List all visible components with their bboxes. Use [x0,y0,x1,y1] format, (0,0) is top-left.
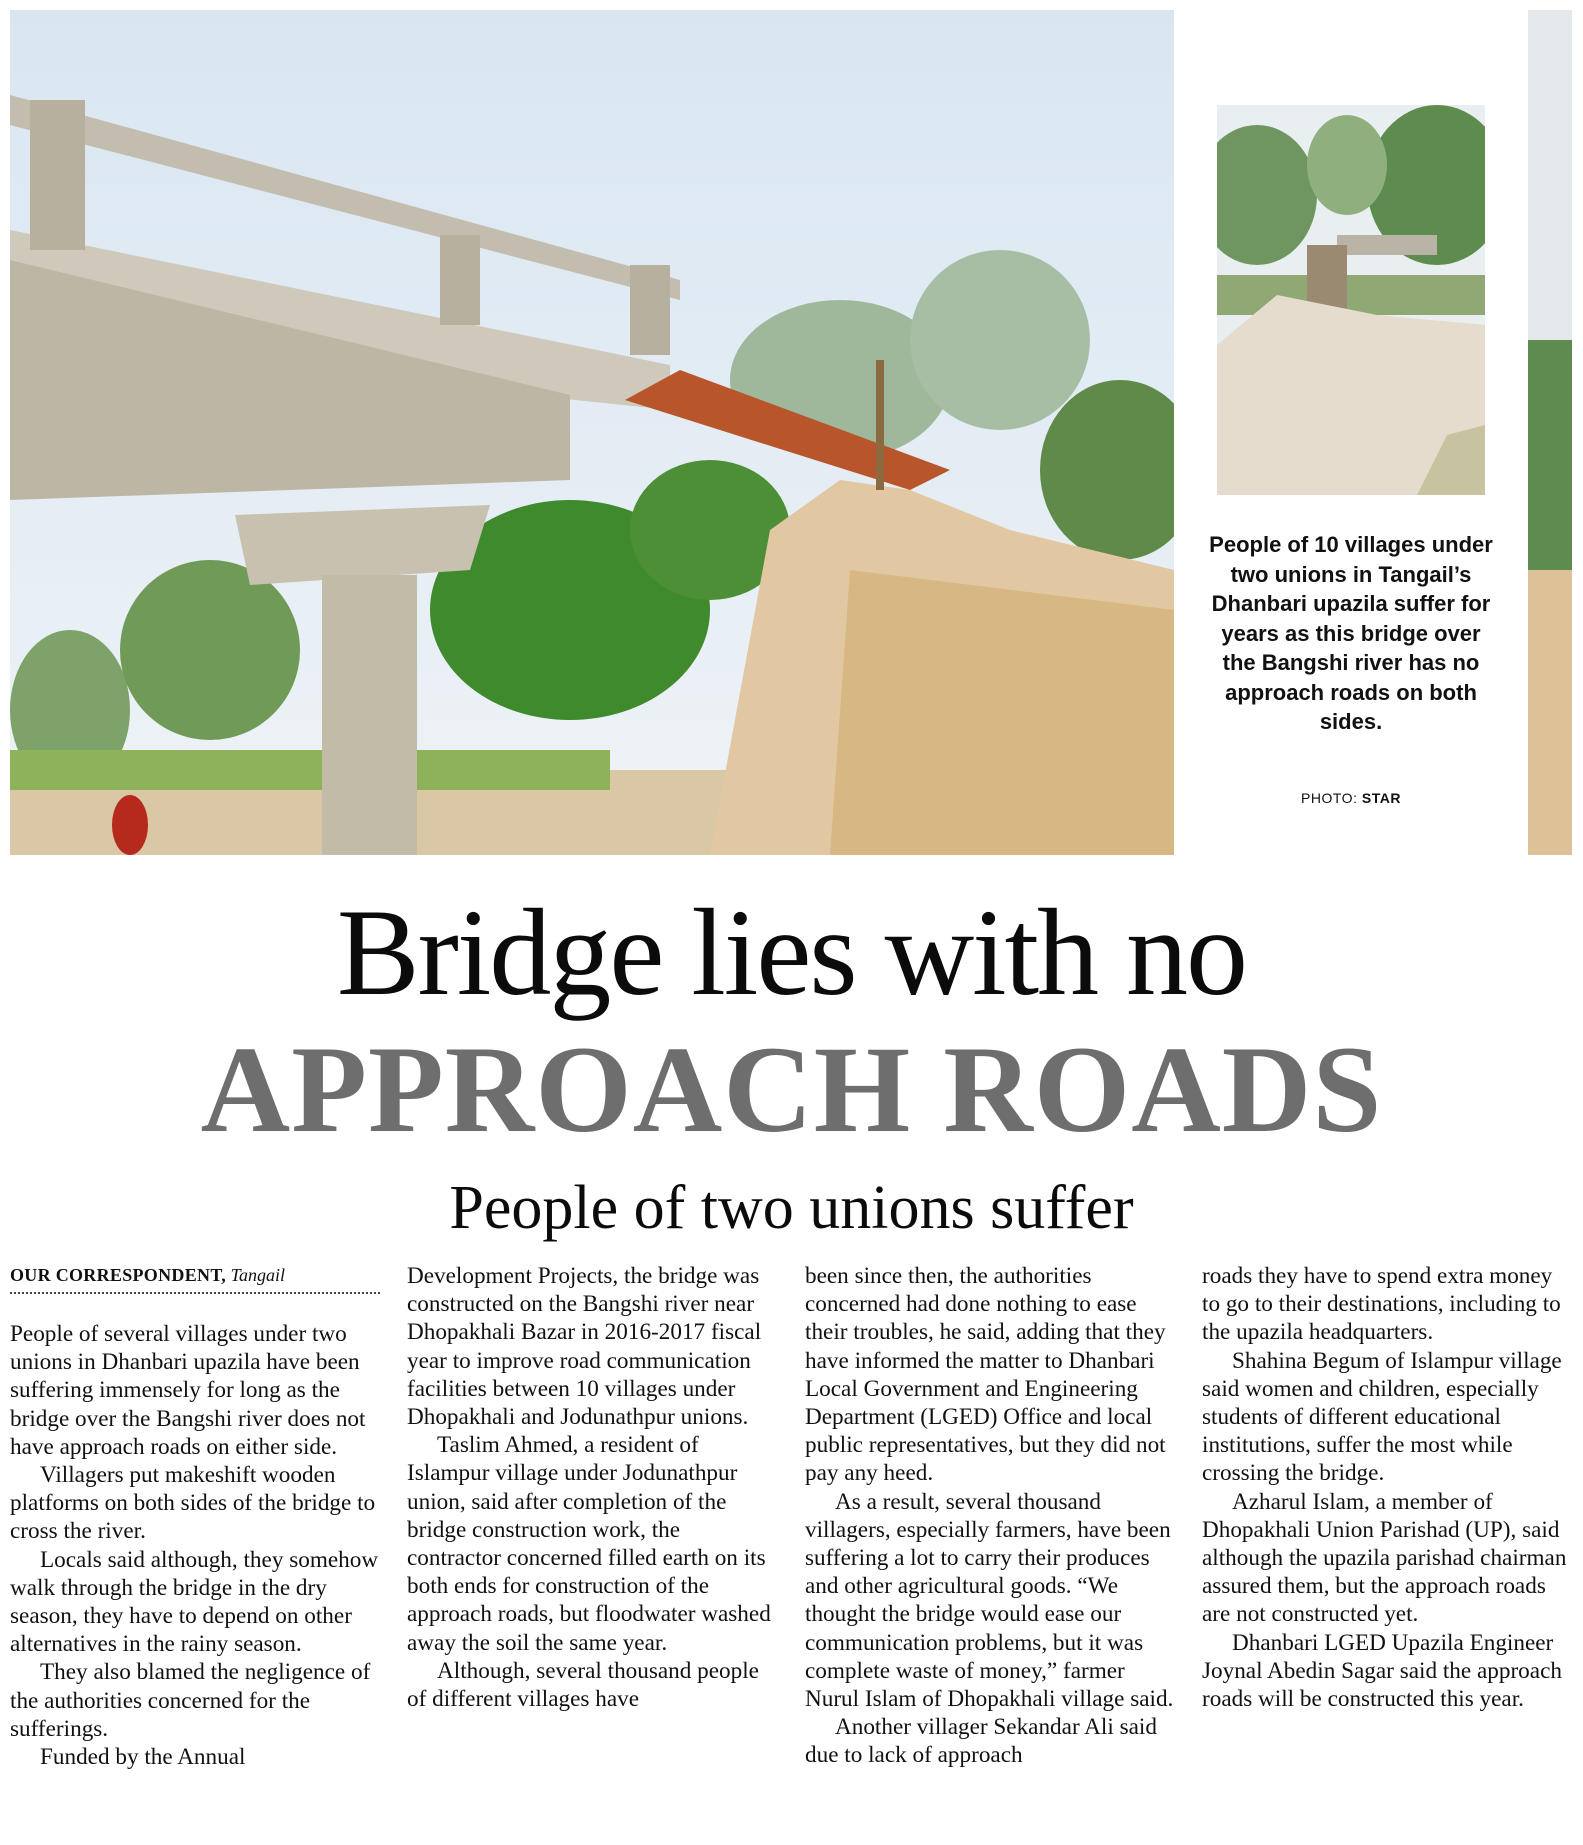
main-photo [10,10,1174,855]
inset-photo [1217,105,1485,495]
article-paragraph: Although, several thousand people of different villages have [407,1657,759,1713]
headline-line-1: Bridge lies with no [336,884,1247,1021]
subheadline: People of two unions suffer [449,1174,1134,1242]
byline [10,1263,380,1294]
article-paragraph: As a result, several thousand villagers, especially farmers, have been suffering a lot to carry their produces and other agricultural goods. “We thought the bridge would ease our communication problems, but it was complete waste of money,” farmer Nurul Islam of Dhopakhali village said. [805,1488,1174,1713]
article-paragraph: Funded by the Annual [40,1744,246,1771]
article-paragraph: Another villager Sekandar Ali said due to lack of approach [805,1714,1157,1769]
article-paragraph: been since then, the authorities concerned had done nothing to ease their troubles, he said, adding that they have informed the matter to Dhanbari Local Government and Engineering Department (LGED) Office and local public representatives, but they did not pay any heed. [805,1263,1166,1487]
article-paragraph: Villagers put makeshift wooden platforms on both sides of the bridge to cross the river. [10,1462,376,1545]
photo-caption: People of 10 villages under two unions in Tangail’s Dhanbari upazila suffer for years as this bridge over the Bangshi river has no approach roads on both sides. [1209,532,1493,734]
article-paragraph: Locals said although, they somehow walk through the bridge in the dry season, they have to depend on other alternatives in the rainy season. [10,1546,379,1658]
article-paragraph: Shahina Begum of Islampur village said women and children, especially students of different educational institutions, suffer the most while crossing the bridge. [1202,1347,1562,1487]
photo-credit [1205,790,1497,806]
article-column-4 [1202,1262,1572,1713]
article-paragraph: Taslim Ahmed, a resident of Islampur village under Jodunathpur union, said after completion of the bridge construction work, the contractor concerned filled earth on its both ends for construction of the approach roads, but floodwater washed away the soil the same year. [407,1432,771,1656]
article-column-1 [10,1320,380,1771]
adjacent-photo-edge [1528,10,1572,855]
headline-line-2: APPROACH ROADS [200,1021,1383,1158]
article-paragraph: They also blamed the negligence of the authorities concerned for the sufferings. [10,1659,371,1742]
photo-credit-source: STAR [1361,790,1401,806]
article-column-2 [407,1262,777,1713]
article-paragraph: roads they have to spend extra money to go to their destinations, including to the upazila headquarters. [1202,1263,1561,1346]
article-column-3 [805,1262,1175,1770]
article-paragraph: Development Projects, the bridge was constructed on the Bangshi river near Dhopakhali Bazar in 2016-2017 fiscal year to improve road communication facilities between 10 villages under Dhopakhali and Jodunathpur unions. [407,1263,762,1431]
photo-credit-prefix: PHOTO: [1301,790,1362,806]
article-paragraph: People of several villages under two unions in Dhanbari upazila have been suffering immensely for long as the bridge over the Bangshi river does not have approach roads on either side. [10,1321,366,1460]
article-paragraph: Dhanbari LGED Upazila Engineer Joynal Abedin Sagar said the approach roads will be constructed this year. [1202,1629,1562,1713]
article-paragraph: Azharul Islam, a member of Dhopakhali Union Parishad (UP), said although the upazila parishad chairman assured them, but the approach roads are not constructed yet. [1202,1488,1567,1628]
byline-name: OUR CORRESPONDENT, [10,1265,227,1285]
byline-place: Tangail [230,1265,285,1285]
